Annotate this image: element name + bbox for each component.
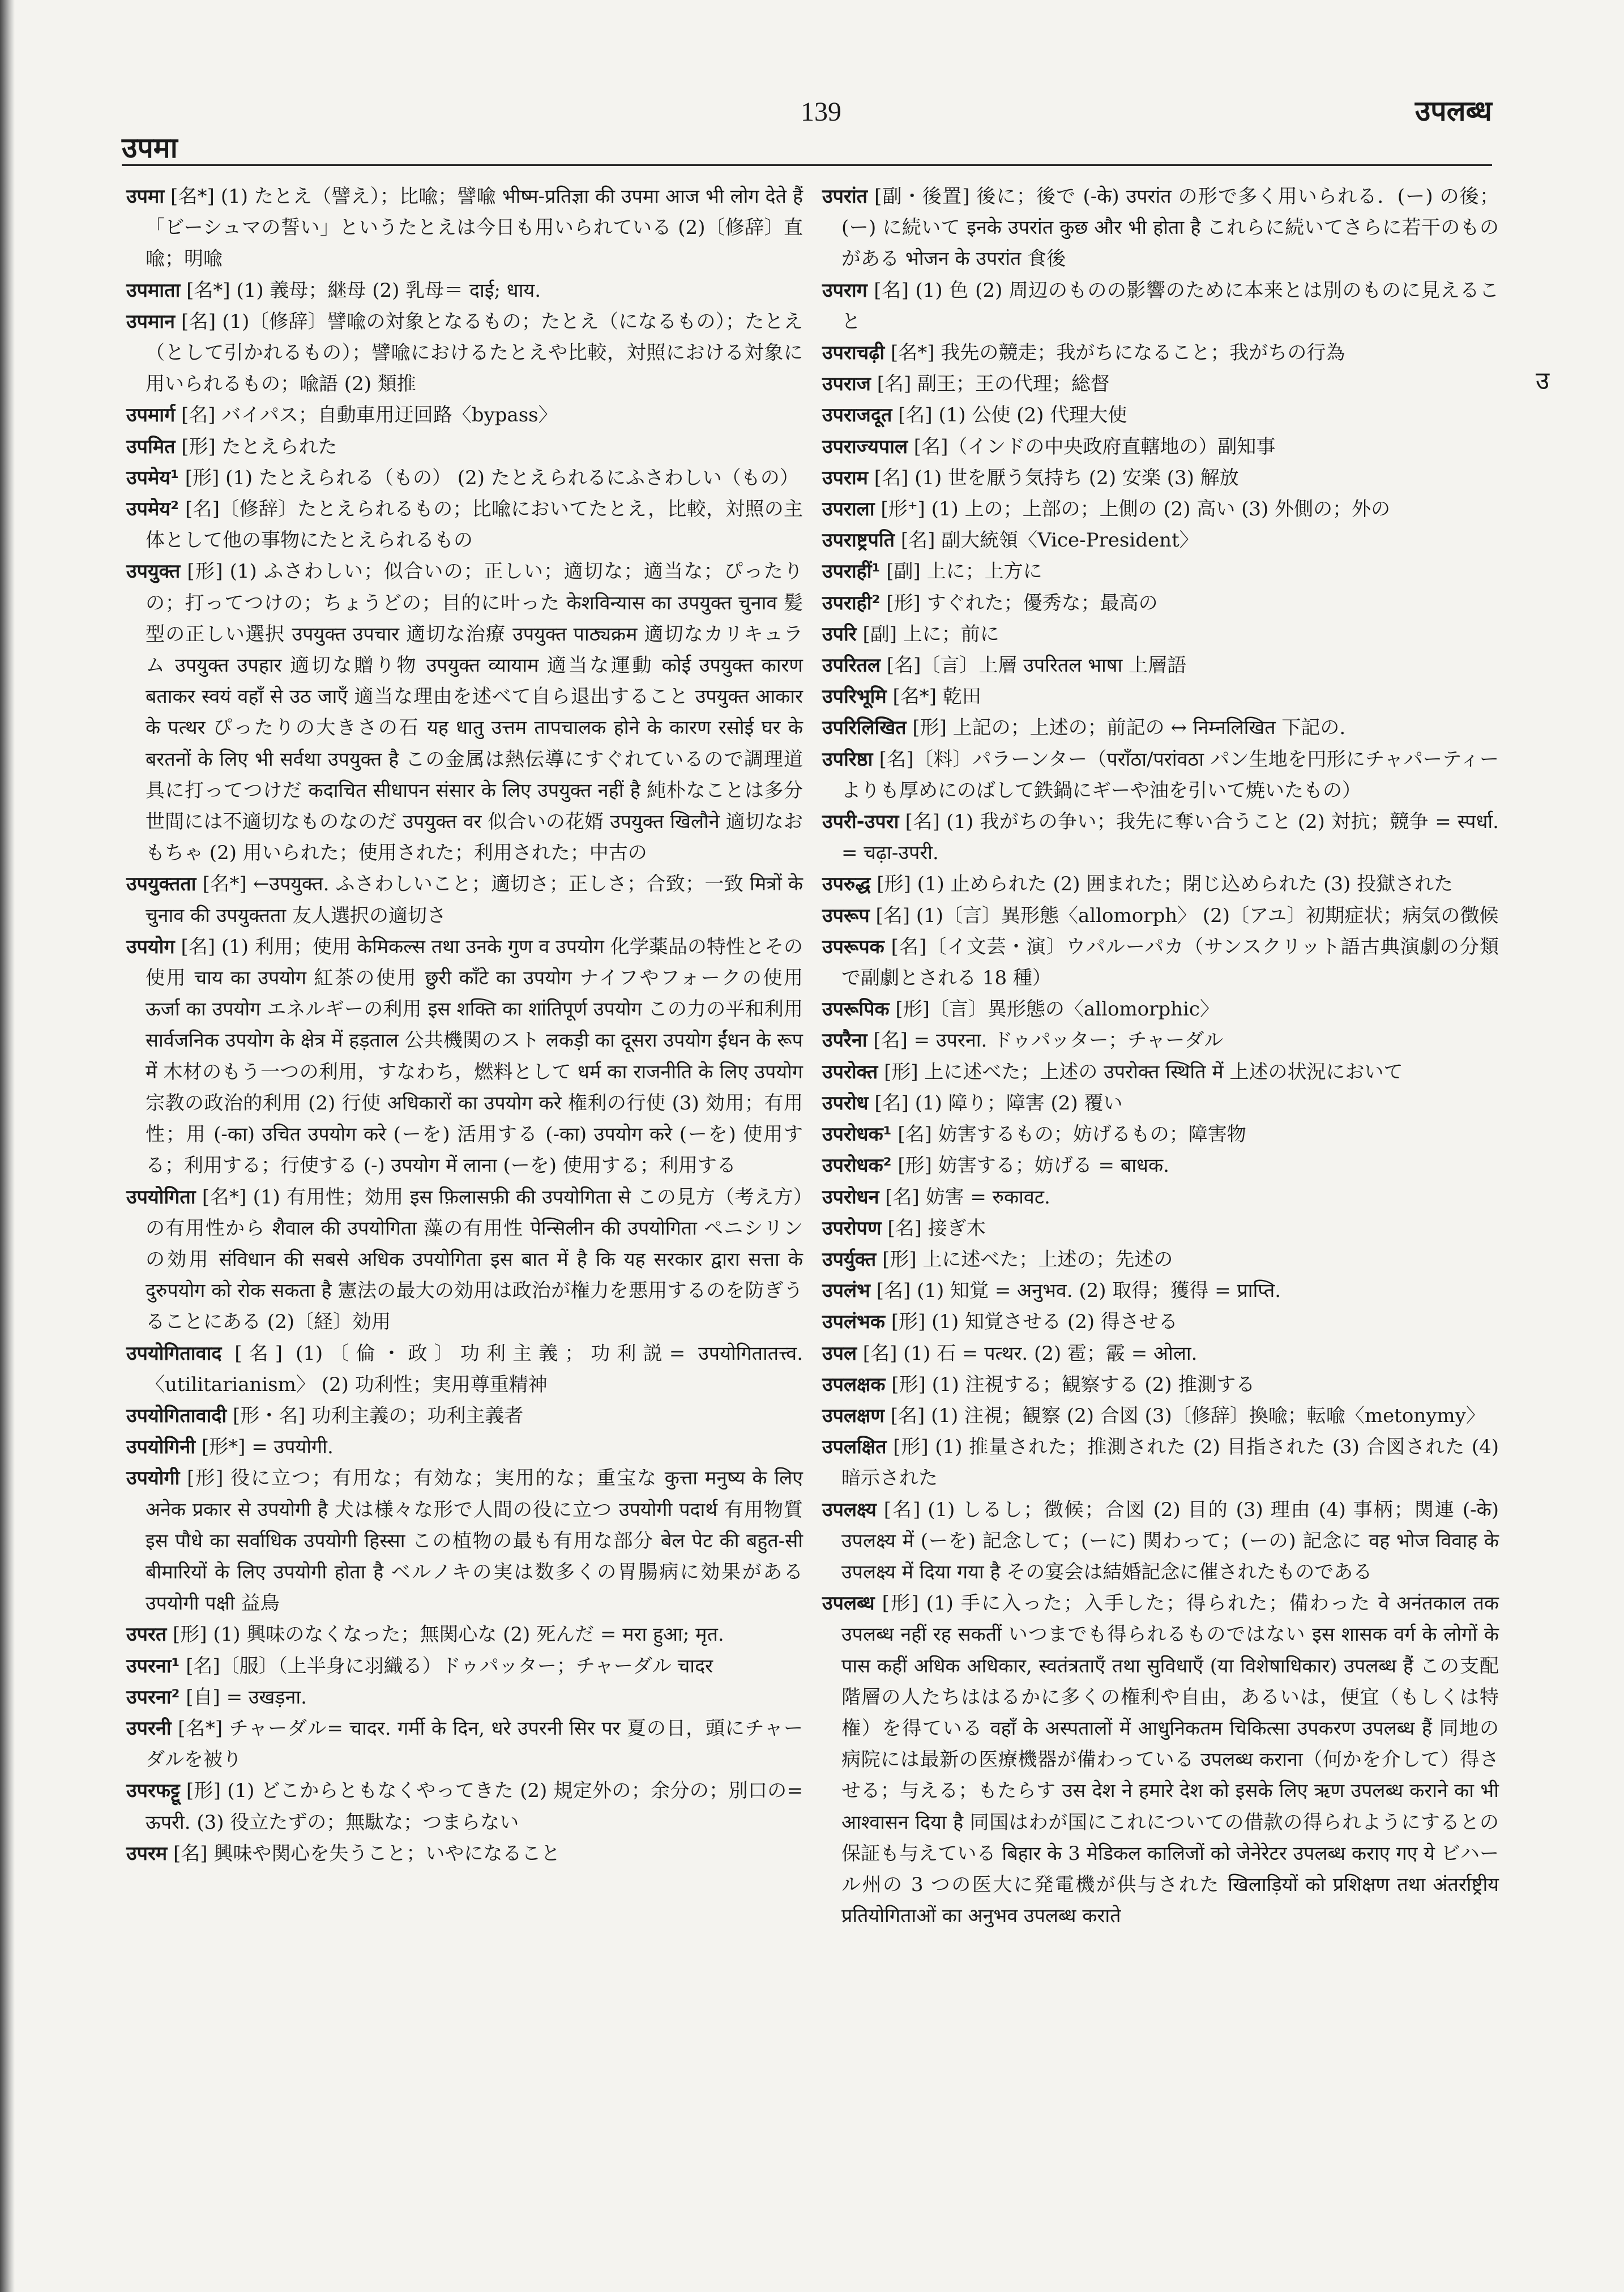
entry-definition: [名] (1) 我がちの争い；我先に奪い合うこと (2) 対抗；競争 = स्पर्धा. = चढ़ा-उपरी. <box>841 810 1499 865</box>
entry-definition: [名*] チャーダル= चादर. गर्मी के दिन, धरे उपरनी सिर पर 夏の日，頭にチャーダルを被り <box>146 1717 803 1772</box>
dictionary-entry <box>126 1713 803 1775</box>
dictionary-entry <box>126 432 803 463</box>
entry-definition: [名] (1)〔言〕異形態〈allomorph〉 (2)〔アユ〕初期症状；病気の徴候 <box>869 904 1499 927</box>
dictionary-entry <box>126 400 803 431</box>
dictionary-entry <box>822 1057 1499 1088</box>
entry-definition: [形] 上記の；上述の；前記の ↔ निम्नलिखित 下記の. <box>906 716 1346 740</box>
dictionary-entry <box>822 1307 1499 1338</box>
entry-definition: [形⁺] (1) 上の；上部の；上側の (2) 高い (3) 外側の；外の <box>874 498 1391 521</box>
right-column <box>822 181 1499 1932</box>
entry-definition: [形] たとえられた <box>175 435 337 458</box>
guide-word-left: उपमा <box>122 131 178 164</box>
entry-definition: [名] 接ぎ木 <box>881 1217 986 1240</box>
dictionary-entry <box>822 1432 1499 1494</box>
dictionary-entry <box>822 1588 1499 1932</box>
dictionary-entry <box>126 494 803 556</box>
entry-definition: [名] (1) 公使 (2) 代理大使 <box>892 404 1127 427</box>
entry-headword: उपल <box>822 1342 857 1365</box>
entry-definition: [副] 上に；前に <box>856 622 999 646</box>
entry-definition: [形] 役に立つ；有用な；有効な；実用的な；重宝な कुत्ता मनुष्य के लिए अनेक प्रकार से उपयोगी है 犬は様々な形で人間の役に立つ उपयोगी पदार्थ 有用物質 इस पौधे का सर्वाधिक उपयोगी हिस्सा この植物の最も有用な部分 बेल पेट की बहुत-सी बीमारियों के लिए उपयोगी होता है ベルノキの実は数多くの胃腸病に効果がある उपयोगी पक्षी 益鳥 <box>146 1467 803 1615</box>
dictionary-entry <box>822 525 1499 556</box>
dictionary-entry <box>126 1775 803 1838</box>
entry-headword: उपराज <box>822 373 871 396</box>
dictionary-entry <box>126 306 803 400</box>
dictionary-entry <box>822 1119 1499 1150</box>
entry-headword: उपराचढ़ी <box>822 342 885 365</box>
entry-definition: [名] (1) 注視；観察 (2) 合図 (3)〔修辞〕換喩；転喩〈metonymy〉 <box>884 1404 1485 1427</box>
dictionary-entry <box>822 556 1499 587</box>
entry-definition: [名] (1) 障り；障害 (2) 覆い <box>868 1091 1123 1115</box>
dictionary-entry <box>822 932 1499 994</box>
entry-headword: उपराजदूत <box>822 404 892 427</box>
entry-definition: [形] (1) 興味のなくなった；無関心な (2) 死んだ = मरा हुआ; मृत. <box>166 1623 724 1646</box>
entry-definition: [形] (1) どこからともなくやってきた (2) 規定外の；余分の；別口の= ऊपरी. (3) 役立たずの；無駄な；つまらない <box>146 1779 803 1834</box>
entry-definition: [名]（インドの中央政府直轄地の）副知事 <box>908 435 1276 458</box>
entry-headword: उपमेय¹ <box>126 466 179 489</box>
entry-definition: [名] 副大統領〈Vice-President〉 <box>895 529 1199 552</box>
entry-headword: उपलक्ष्य <box>822 1498 877 1521</box>
dictionary-entry <box>126 1338 803 1401</box>
guide-word-right: उपलब्ध <box>1414 95 1492 127</box>
entry-headword: उपरोध <box>822 1091 869 1115</box>
entry-headword: उपरफट्टू <box>126 1779 180 1803</box>
entry-definition: [形] (1) ふさわしい；似合いの；正しい；適切な；適当な；ぴったりの；打ってつけの；ちょうどの；目的に叶った केशविन्यास का उपयुक्त चुनाव 髪型の正しい選択 उपयुक्त उपचार 適切な治療 उपयुक्त पाठ्यक्रम 適切なカリキュラム उपयुक्त उपहार 適切な贈り物 उपयुक्त व्यायाम 適当な運動 कोई उपयुक्त कारण बताकर स्वयं वहाँ से उठ जाएँ 適当な理由を述べて自ら退出すること उपयुक्त आकार के पत्थर ぴったりの大きさの石 यह धातु उत्तम तापचालक होने के कारण रसोई घर के बरतनों के लिए भी सर्वथा उपयुक्त है この金属は熱伝導にすぐれているので調理道具に打ってつけだ कदाचित सीधापन संसार के लिए उपयुक्त नहीं है 純朴なことは多分世間には不適切なものなのだ उपयुक्त वर 似合いの花婿 उपयुक्त खिलौने 適切なおもちゃ (2) 用いられた；使用された；利用された；中古の <box>146 560 803 865</box>
entry-definition: [名] (1) 世を厭う気持ち (2) 安楽 (3) 解放 <box>868 466 1239 489</box>
dictionary-entry <box>822 1088 1499 1119</box>
entry-headword: उपलक्षक <box>822 1373 886 1396</box>
entry-headword: उपमित <box>126 435 176 458</box>
dictionary-entry <box>126 1682 803 1713</box>
entry-definition: [形] 上に述べた；上述の उपरोक्त स्थिति में 上述の状況において <box>878 1060 1403 1083</box>
entry-definition: [名]〔イ文芸・演〕ウパルーパカ（サンスクリット語古典演劇の分類で副劇とされる 18 種） <box>841 935 1499 990</box>
thumb-index-letter: उ <box>1536 366 1550 395</box>
entry-definition: [形] (1) たとえられる（もの） (2) たとえられるにふさわしい（もの） <box>178 466 799 489</box>
entry-definition: [名*] 我先の競走；我がちになること；我がちの行為 <box>884 342 1345 365</box>
dictionary-entry <box>822 712 1499 744</box>
dictionary-entry <box>822 744 1499 806</box>
entry-definition: [自] = उखड़ना. <box>180 1685 307 1709</box>
entry-headword: उपमेय² <box>126 498 179 521</box>
entry-definition: [名] (1)〔修辞〕譬喩の対象となるもの；たとえ（になるもの）；たとえ（として引かれるもの）；譬喩におけるたとえや比較，対照における対象に用いられるもの；喩語 (2) 類推 <box>146 310 803 396</box>
entry-definition: [形] (1) 知覚させる (2) 得させる <box>885 1311 1178 1334</box>
entry-headword: उपरोपण <box>822 1217 882 1240</box>
entry-definition: [名] = उपरना. ドゥパッター；チャーダル <box>867 1029 1224 1052</box>
entry-definition: [名*] 乾田 <box>886 685 981 708</box>
entry-definition: [名] 妨害するもの；妨げるもの；障害物 <box>891 1123 1246 1146</box>
entry-headword: उपरूप <box>822 904 870 927</box>
dictionary-entry <box>126 1432 803 1463</box>
dictionary-entry <box>126 556 803 869</box>
dictionary-entry <box>822 1244 1499 1275</box>
dictionary-entry <box>126 1651 803 1682</box>
entry-definition: [形*] = उपयोगी. <box>195 1436 334 1459</box>
dictionary-entry <box>126 1182 803 1338</box>
entry-headword: उपमाता <box>126 279 181 302</box>
entry-headword: उपरूपक <box>822 935 884 958</box>
entry-definition: [名] (1) 色 (2) 周辺のものの影響のために本来とは別のものに見えること <box>841 279 1499 333</box>
dictionary-entry <box>822 588 1499 619</box>
entry-headword: उपरत <box>126 1623 167 1646</box>
entry-headword: उपरूपिक <box>822 998 890 1021</box>
header-rule <box>122 164 1492 166</box>
book-binding-shadow <box>0 0 15 2292</box>
dictionary-entry <box>822 181 1499 275</box>
dictionary-entry <box>822 1025 1499 1056</box>
entry-headword: उपलक्षित <box>822 1436 887 1459</box>
entry-headword: उपराम <box>822 466 868 489</box>
entry-headword: उपरिष्ठा <box>822 748 873 771</box>
entry-definition: [名] 妨害 = रुकावट. <box>879 1185 1050 1209</box>
entry-headword: उपलक्षण <box>822 1404 884 1427</box>
dictionary-entry <box>822 494 1499 525</box>
entry-definition: [名] (1)〔倫・政〕功利主義；功利説= उपयोगितातत्त्व. 〈utilitarianism〉 (2) 功利性；実用尊重精神 <box>146 1342 803 1396</box>
entry-headword: उपयुक्त <box>126 560 181 583</box>
dictionary-entry <box>126 1838 803 1870</box>
dictionary-entry <box>822 619 1499 650</box>
entry-headword: उपयुक्तता <box>126 873 196 896</box>
entry-headword: उपयोगितावादी <box>126 1404 227 1427</box>
entry-headword: उपरोधन <box>822 1185 879 1209</box>
entry-headword: उपयोगिता <box>126 1185 196 1209</box>
entry-headword: उपरिभूमि <box>822 685 887 708</box>
entry-definition: [形] (1) 注視する；観察する (2) 推測する <box>885 1373 1255 1396</box>
entry-headword: उपराग <box>822 279 867 302</box>
dictionary-entry <box>822 369 1499 400</box>
entry-definition: [形] すぐれた；優秀な；最高の <box>880 591 1158 614</box>
dictionary-entry <box>822 650 1499 681</box>
dictionary-entry <box>822 1401 1499 1432</box>
entry-headword: उपमान <box>126 310 175 333</box>
entry-headword: उपयोगी <box>126 1467 180 1490</box>
entry-headword: उपराहीं¹ <box>822 560 881 583</box>
left-column <box>126 181 803 1870</box>
dictionary-entry <box>822 432 1499 463</box>
entry-headword: उपमा <box>126 185 165 208</box>
dictionary-entry <box>126 1401 803 1432</box>
dictionary-entry <box>822 400 1499 431</box>
entry-headword: उपमार्ग <box>126 404 176 427</box>
entry-definition: [名] (1) 知覚 = अनुभव. (2) 取得；獲得 = प्राप्ति. <box>870 1279 1281 1303</box>
dictionary-entry <box>822 1275 1499 1307</box>
entry-headword: उपरोधक¹ <box>822 1123 892 1146</box>
dictionary-entry <box>126 463 803 494</box>
entry-headword: उपराष्ट्रपति <box>822 529 895 552</box>
dictionary-entry <box>822 1182 1499 1213</box>
entry-headword: उपरी-उपरा <box>822 810 899 834</box>
dictionary-entry <box>126 181 803 275</box>
dictionary-entry <box>822 994 1499 1025</box>
entry-definition: [名]〔言〕上層 उपरितल भाषा 上層語 <box>881 654 1187 677</box>
entry-definition: [名]〔修辞〕たとえられるもの；比喩においてたとえ，比較，対照の主体として他の事物にたとえられるもの <box>146 498 803 552</box>
entry-definition: [名*] (1) 義母；継母 (2) 乳母＝ दाई; धाय. <box>180 279 541 302</box>
entry-definition: [名*] (1) 有用性；効用 इस फ़िलासफ़ी की उपयोगिता से この見方（考え方）の有用性から शैवाल की उपयोगिता 藻の有用性 पेन्सिलीन की उपयोगिता ペニシリンの効用 संविधान की सबसे अधिक उपयोगिता इस बात में है कि यह सरकार द्वारा सत्ता के दुरुपयोग को रोक सकता है 憲法の最大の効用は政治が権力を悪用するのを防ぎうることにある (2)〔経〕効用 <box>146 1185 803 1334</box>
dictionary-entry <box>126 275 803 306</box>
entry-definition: [形] (1) 手に入った；入手した；得られた；備わった वे अनंतकाल तक उपलब्ध नहीं रह सकतीं いつまでも得られるものではない इस शासक वर्ग के लोगों के पास कहीं अधिक अधिकार, स्वतंत्रताएँ तथा सुविधाएँ (या विशेषाधिकार) उपलब्ध हैं この支配階層の人たちははるかに多くの権利や自由，あるいは，便宜（もしくは特権）を得ている वहाँ के अस्पतालों में आधुनिकतम चिकित्सा उपकरण उपलब्ध हैं 同地の病院には最新の医療機器が備わっている उपलब्ध कराना（何かを介して）得させる；与える；もたらす उस देश ने हमारे देश को इसके लिए ऋण उपलब्ध कराने का भी आश्वासन दिया है 同国はわが国にこれについての借款の得られようにするとの保証も与えている बिहार के 3 मेडिकल कालिजों को जेनेरेटर उपलब्ध कराए गए ये ビハール州の 3 つの医大に発電機が供与された खिलाड़ियों को प्रशिक्षण तथा अंतर्राष्ट्रीय प्रतियोगिताओं का अनुभव उपलब्ध कराते <box>841 1592 1499 1928</box>
dictionary-entry <box>822 1213 1499 1244</box>
entry-headword: उपरि <box>822 622 857 646</box>
entry-headword: उपरांत <box>822 185 868 208</box>
entry-headword: उपलंभ <box>822 1279 870 1303</box>
entry-headword: उपराज्यपाल <box>822 435 908 458</box>
dictionary-entry <box>822 1338 1499 1369</box>
dictionary-entry <box>822 1150 1499 1181</box>
entry-headword: उपयोगितावाद <box>126 1342 222 1365</box>
entry-headword: उपराला <box>822 498 875 521</box>
page-number: 139 <box>801 97 841 127</box>
entry-definition: [形]〔言〕異形態の〈allomorphic〉 <box>889 998 1219 1021</box>
dictionary-entry <box>822 900 1499 932</box>
dictionary-entry <box>126 932 803 1182</box>
entry-definition: [名]〔服〕（上半身に羽織る）ドゥパッター；チャーダル चादर <box>180 1654 713 1678</box>
dictionary-entry <box>822 275 1499 338</box>
entry-definition: [副] 上に；上方に <box>880 560 1042 583</box>
entry-definition: [名] (1) しるし；徴候；合図 (2) 目的 (3) 理由 (4) 事柄；関連 (-के) उपलक्ष्य में (ーを) 記念して；(ーに) 関わって；(ーの) 記念に वह भोज विवाह के उपलक्ष्य में दिया गया है その宴会は結婚記念に催されたものである <box>841 1498 1499 1584</box>
entry-definition: [名] 副王；王の代理；総督 <box>870 373 1110 396</box>
entry-definition: [名*] (1) たとえ（譬え）；比喩；譬喩 भीष्म-प्रतिज्ञा की उपमा आज भी लोग देते हैं「ビーシュマの誓い」というたとえは今日も用いられている (2)〔修辞〕直喩；明喩 <box>146 185 803 271</box>
dictionary-entry <box>822 681 1499 712</box>
entry-headword: उपरोधक² <box>822 1154 892 1177</box>
dictionary-entry <box>822 463 1499 494</box>
dictionary-entry <box>126 869 803 931</box>
entry-definition: [形] (1) 推量された；推測された (2) 目指された (3) 合図された (4) 暗示された <box>841 1436 1499 1490</box>
entry-headword: उपर्युक्त <box>822 1248 877 1271</box>
entry-definition: [副・後置] 後に；後で (-के) उपरांत の形で多く用いられる．(ー) の後；(ー) に続いて इनके उपरांत कुछ और भी होता है これらに続いてさらに若干のものがある भोजन के उपरांत 食後 <box>841 185 1499 271</box>
entry-headword: उपलब्ध <box>822 1592 875 1615</box>
entry-headword: उपयोगिनी <box>126 1436 196 1459</box>
entry-headword: उपलंभक <box>822 1311 886 1334</box>
entry-definition: [形] (1) 止められた (2) 囲まれた；閉じ込められた (3) 投獄された <box>870 873 1454 896</box>
entry-headword: उपरनी <box>126 1717 172 1740</box>
entry-definition: [形・名] 功利主義の；功利主義者 <box>226 1404 524 1427</box>
entry-definition: [名] (1) 利用；使用 केमिकल्स तथा उनके गुण व उपयोग 化学薬品の特性とその使用 चाय का उपयोग 紅茶の使用 छुरी काँटे का उपयोग ナイフやフォークの使用 ऊर्जा का उपयोग エネルギーの利用 इस शक्ति का शांतिपूर्ण उपयोग この力の平和利用 सार्वजनिक उपयोग के क्षेत्र में हड़ताल 公共機関のスト लकड़ी का दूसरा उपयोग ईंधन के रूप में 木材のもう一つの利用，すなわち，燃料として धर्म का राजनीति के लिए उपयोग 宗教の政治的利用 (2) 行使 अधिकारों का उपयोग करे 権利の行使 (3) 効用；有用性；用 (-का) उचित उपयोग करे (ーを) 活用する (-का) उपयोग करे (ーを) 使用する；利用する；行使する (-) उपयोग में लाना (ーを) 使用する；利用する <box>146 935 803 1177</box>
dictionary-entry <box>822 806 1499 869</box>
entry-definition: [名*] ←उपयुक्त. ふさわしいこと；適切さ；正しさ；合致；一致 मित्रों के चुनाव की उपयुक्तता 友人選択の適切さ <box>146 873 803 927</box>
dictionary-entry <box>822 1495 1499 1589</box>
entry-definition: [名]〔料〕パラーンター（पराँठा/परांवठा パン生地を円形にチャパーティーよりも厚めにのばして鉄鍋にギーや油を引いて焼いたもの） <box>841 748 1499 802</box>
entry-headword: उपरितल <box>822 654 881 677</box>
entry-headword: उपरुद्ध <box>822 873 871 896</box>
entry-headword: उपरोक्त <box>822 1060 878 1083</box>
entry-headword: उपयोग <box>126 935 175 958</box>
entry-definition: [形] 上に述べた；上述の；先述の <box>876 1248 1173 1271</box>
entry-headword: उपराही² <box>822 591 881 614</box>
entry-definition: [形] 妨害する；妨げる = बाधक. <box>891 1154 1169 1177</box>
entry-definition: [名] 興味や関心を失うこと；いやになること <box>167 1842 561 1865</box>
entry-headword: उपरना¹ <box>126 1654 180 1678</box>
entry-headword: उपरैना <box>822 1029 867 1052</box>
entry-headword: उपरिलिखित <box>822 716 907 740</box>
dictionary-entry <box>126 1619 803 1650</box>
entry-definition: [名] (1) 石 = पत्थर. (2) 雹；霰 = ओला. <box>857 1342 1198 1365</box>
entry-headword: उपरना² <box>126 1685 180 1709</box>
dictionary-entry <box>822 869 1499 900</box>
dictionary-entry <box>822 1369 1499 1401</box>
dictionary-entry <box>822 338 1499 369</box>
dictionary-entry <box>126 1463 803 1619</box>
entry-definition: [名] バイパス；自動車用迂回路〈bypass〉 <box>175 404 558 427</box>
entry-headword: उपरम <box>126 1842 168 1865</box>
